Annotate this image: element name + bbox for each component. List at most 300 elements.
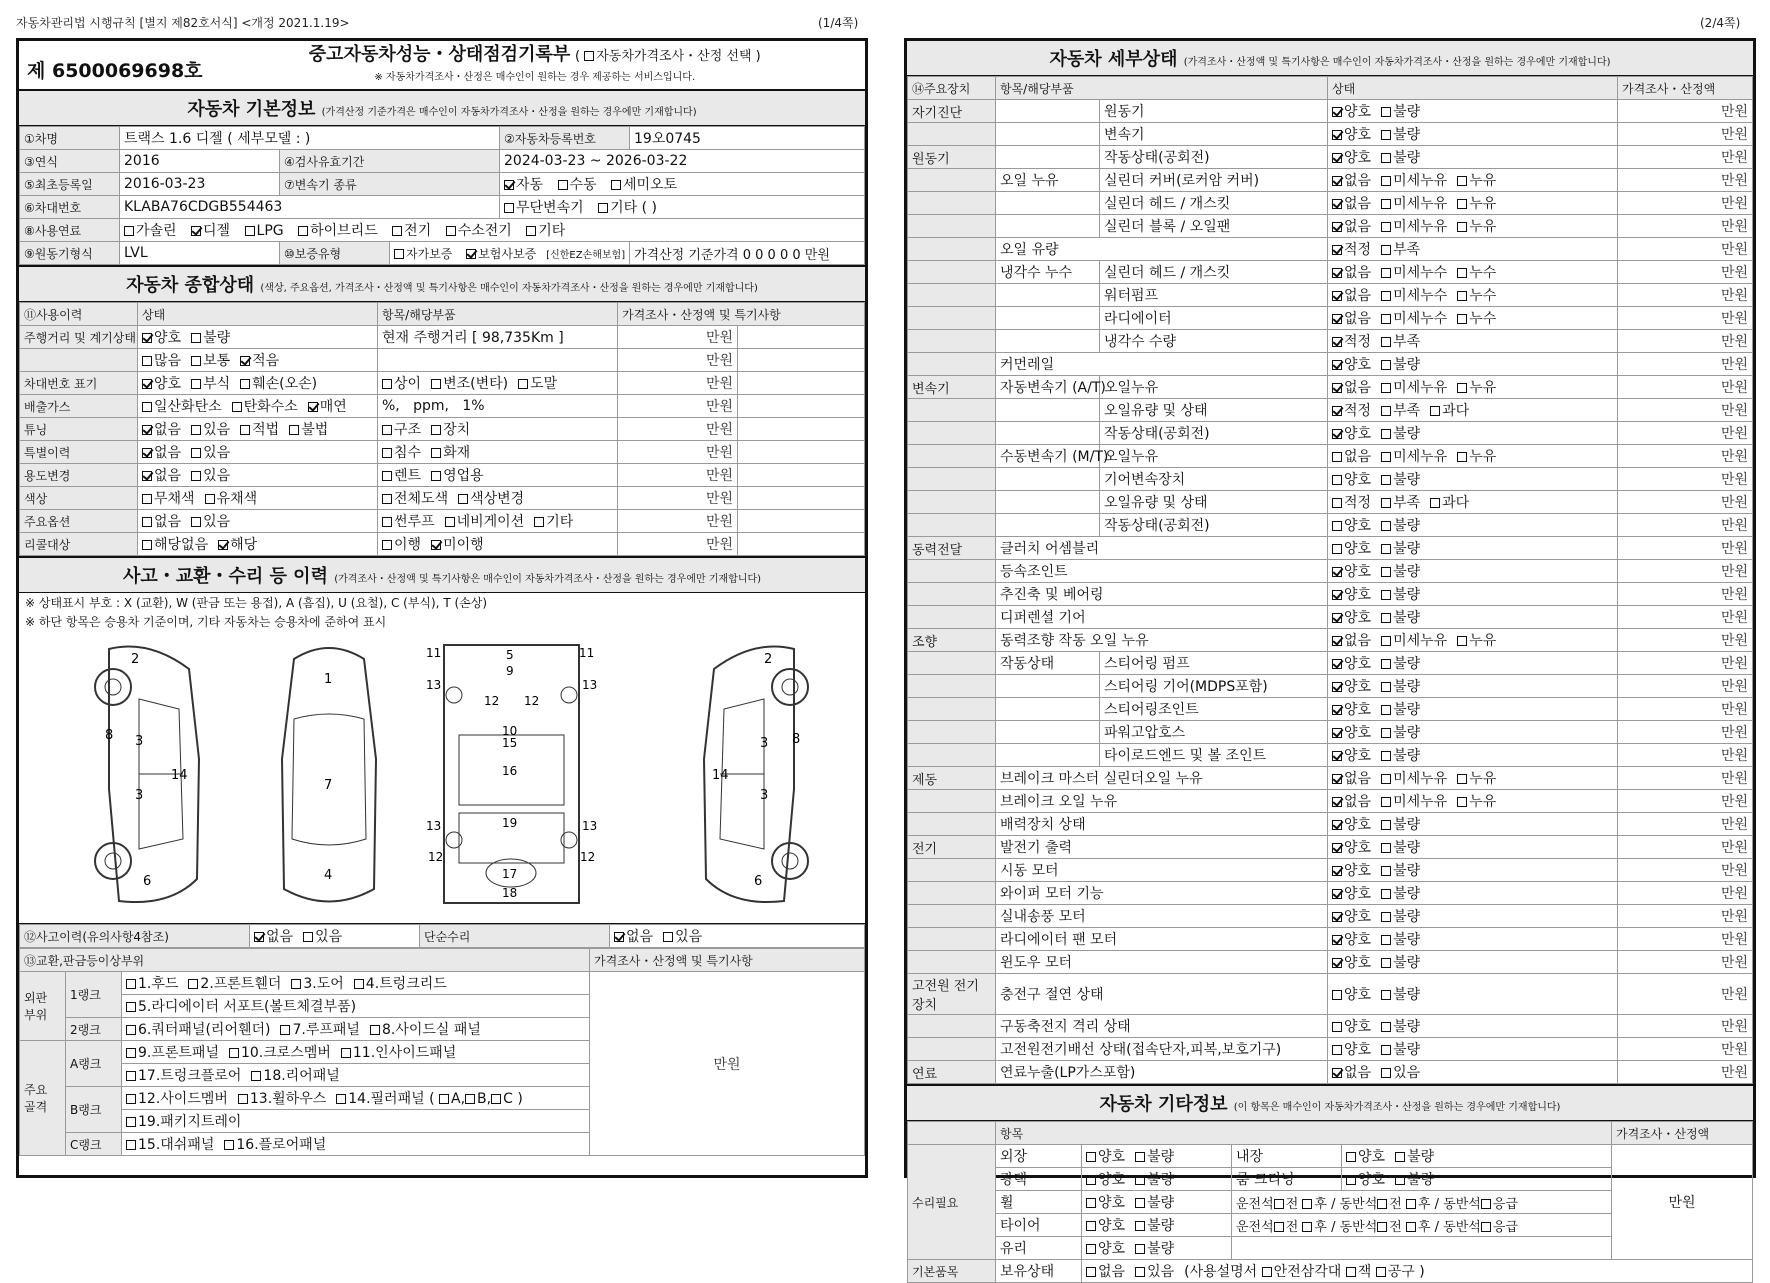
detail-group: 자기진단 [908, 100, 996, 123]
detail-row: 변속기 자동변속기 (A/T) 오일누유 없음 미세누유 누유 만원 [908, 376, 1753, 399]
detail-checkbox[interactable] [1381, 406, 1391, 416]
svg-text:9: 9 [506, 664, 514, 678]
overall-checkbox[interactable] [142, 356, 152, 366]
overall-price: 만원 [618, 418, 738, 441]
detail-checkbox[interactable] [1332, 1068, 1342, 1078]
detail-price: 만원 [1618, 698, 1753, 721]
detail-row: 고전원전기배선 상태(접속단자,피복,보호기구) 양호 불량 만원 [908, 1038, 1753, 1061]
detail-checkbox[interactable] [1332, 843, 1342, 853]
price-option-label: 자동차가격조사・산정 선택 [596, 49, 752, 64]
detail-row: 시동 모터 양호 불량 만원 [908, 859, 1753, 882]
detail-table: ⑭주요장치 항목/해당부품 상태 가격조사・산정액 자기진단 원동기 양호 불량 만원 변속기 양호 불량 만원 원동기 작동상태(공회전) 양호 불량 만원 오일 누유 실린더 커버(로커암 커버) 없음 미세누유 누유 만원 실린더 헤드 / 개스킷 없음 미세누유 누유 만원 실린더 블록 / 오일팬 없음 미세누유 누유 만원 오일 유량 적정 부족 만원 냉각수 누수 실린더 헤드 / 개스킷 없음 미세누수 누수 만원 워터펌프 없음 미세누수 누수 만원 라디에이터 없음 미세누수 누수 만원 냉각수 수량 적정 부족 만원 커먼레일 양호 불량 만원 변속기 자동변속기 (A/T) 오일누유 없음 미세누유 누유 만원 오일유량 및 상태 적정 부족 과다 만원 작동상태(공회전) 양호 불량 만원 수동변속기 (M/T) 오일누유 없음 미세누유 누유 만원 기어변속장치 양호 불량 만원 오일유량 및 상태 적정 부족 과다 만원 작동상태(공회전) 양호 불량 만원 동력전달 클러치 어셈블리 양호 불량 만원 등속조인트 양호 불량 만원 추진축 및 베어링 양호 불량 만원 디퍼렌셜 기어 양호 불량 만원 조향 동력조향 작동 오일 누유 없음 미세누유 누유 만원 작동상태 스티어링 펌프 양호 불량 만원 스티어링 기어(MDPS포함) 양호 불량 만원 스티어링조인트 양호 불량 만원 파워고압호스 양호 불량 만원 타이로드엔드 및 볼 조인트 양호 불량 만원 제동 브레이크 마스터 실린더오일 누유 없음 미세누유 누유 만원 브레이크 오일 누유 없음 미세누유 누유 만원 배력장치 상태 양호 불량 만원 전기 발전기 출력 양호 불량 만원 시동 모터 양호 불량 만원 와이퍼 모터 기능 양호 불량 만원 실내송풍 모터 양호 불량 만원 라디에이터 팬 모터 양호 불량 만원 윈도우 모터 양호 불량 만원 고전원 전기장치 충전구 절연 상태 양호 불량 만원 구동축전지 격리 상태 양호 불량 만원 고전원전기배선 상태(접속단자,피복,보호기구) 양호 불량 만원 연료 연료누출(LP가스포함) 없음 있음 만원 [907, 76, 1753, 1084]
detail-group [908, 1038, 996, 1061]
detail-row: 와이퍼 모터 기능 양호 불량 만원 [908, 882, 1753, 905]
detail-checkbox[interactable] [1381, 176, 1391, 186]
price-option-checkbox[interactable] [584, 51, 594, 61]
detail-checkbox[interactable] [1457, 797, 1467, 807]
detail-group [908, 583, 996, 606]
car-left-side-diagram [79, 639, 219, 911]
detail-group: 연료 [908, 1061, 996, 1084]
detail-checkbox[interactable] [1332, 889, 1342, 899]
detail-checkbox[interactable] [1332, 107, 1342, 117]
detail-row: 제동 브레이크 마스터 실린더오일 누유 없음 미세누유 누유 만원 [908, 767, 1753, 790]
detail-checkbox[interactable] [1457, 268, 1467, 278]
detail-price: 만원 [1618, 675, 1753, 698]
detail-checkbox[interactable] [1332, 498, 1342, 508]
detail-checkbox[interactable] [1457, 222, 1467, 232]
detail-checkbox[interactable] [1332, 990, 1342, 1000]
detail-checkbox[interactable] [1381, 843, 1391, 853]
detail-row: 오일유량 및 상태 적정 부족 과다 만원 [908, 399, 1753, 422]
detail-row: 실린더 블록 / 오일팬 없음 미세누유 누유 만원 [908, 215, 1753, 238]
detail-checkbox[interactable] [1332, 659, 1342, 669]
detail-checkbox[interactable] [1381, 567, 1391, 577]
detail-checkbox[interactable] [1332, 429, 1342, 439]
detail-checkbox[interactable] [1381, 728, 1391, 738]
detail-group [908, 468, 996, 491]
svg-text:4: 4 [324, 868, 333, 883]
overall-checkbox[interactable] [191, 379, 201, 389]
accident-table: ⑫사고이력(유의사항4참조) 없음 있음 단순수리 없음 있음 [19, 924, 865, 948]
svg-text:12: 12 [484, 694, 500, 708]
detail-price: 만원 [1618, 583, 1753, 606]
detail-row: 변속기 양호 불량 만원 [908, 123, 1753, 146]
detail-checkbox[interactable] [1332, 222, 1342, 232]
overall-checkbox[interactable] [431, 540, 441, 550]
detail-checkbox[interactable] [1381, 774, 1391, 784]
detail-checkbox[interactable] [1457, 176, 1467, 186]
detail-checkbox[interactable] [1381, 222, 1391, 232]
detail-checkbox[interactable] [1332, 912, 1342, 922]
overall-checkbox[interactable] [240, 425, 250, 435]
detail-checkbox[interactable] [1381, 659, 1391, 669]
overall-price: 만원 [618, 487, 738, 510]
detail-price: 만원 [1618, 537, 1753, 560]
svg-text:13: 13 [582, 819, 598, 833]
overall-checkbox[interactable] [458, 494, 468, 504]
record-number: 제 6500069698호 [27, 60, 203, 82]
detail-row: 브레이크 오일 누유 없음 미세누유 누유 만원 [908, 790, 1753, 813]
svg-text:12: 12 [428, 850, 444, 864]
detail-checkbox[interactable] [1457, 291, 1467, 301]
detail-group [908, 192, 996, 215]
svg-text:16: 16 [502, 764, 518, 778]
detail-price: 만원 [1618, 169, 1753, 192]
detail-price: 만원 [1618, 836, 1753, 859]
detail-row: 오일유량 및 상태 적정 부족 과다 만원 [908, 491, 1753, 514]
svg-text:3: 3 [760, 736, 769, 751]
detail-checkbox[interactable] [1332, 130, 1342, 140]
detail-row: 기어변속장치 양호 불량 만원 [908, 468, 1753, 491]
detail-price: 만원 [1618, 744, 1753, 767]
overall-checkbox[interactable] [382, 379, 392, 389]
detail-checkbox[interactable] [1332, 337, 1342, 347]
detail-row: 고전원 전기장치 충전구 절연 상태 양호 불량 만원 [908, 974, 1753, 1015]
detail-checkbox[interactable] [1381, 1045, 1391, 1055]
detail-price: 만원 [1618, 307, 1753, 330]
overall-checkbox[interactable] [218, 540, 228, 550]
detail-checkbox[interactable] [1381, 590, 1391, 600]
detail-price: 만원 [1618, 882, 1753, 905]
detail-checkbox[interactable] [1332, 245, 1342, 255]
detail-row: 연료 연료누출(LP가스포함) 없음 있음 만원 [908, 1061, 1753, 1084]
detail-group [908, 514, 996, 537]
detail-row: 수동변속기 (M/T) 오일누유 없음 미세누유 누유 만원 [908, 445, 1753, 468]
detail-row: 냉각수 누수 실린더 헤드 / 개스킷 없음 미세누수 누수 만원 [908, 261, 1753, 284]
overall-checkbox[interactable] [142, 517, 152, 527]
overall-checkbox[interactable] [382, 448, 392, 458]
detail-price: 만원 [1618, 215, 1753, 238]
detail-checkbox[interactable] [1381, 1068, 1391, 1078]
overall-checkbox[interactable] [382, 425, 392, 435]
overall-row: 주요옵션 없음 있음 썬루프 네비게이션 기타 만원 [20, 510, 865, 533]
detail-checkbox[interactable] [1332, 406, 1342, 416]
detail-checkbox[interactable] [1332, 590, 1342, 600]
detail-checkbox[interactable] [1332, 268, 1342, 278]
other-info-heading: 자동차 기타정보 (이 항목은 매수인이 자동차가격조사・산정을 원하는 경우에만 기재합니다) [907, 1084, 1753, 1121]
overall-checkbox[interactable] [240, 356, 250, 366]
detail-checkbox[interactable] [1457, 636, 1467, 646]
detail-checkbox[interactable] [1332, 176, 1342, 186]
detail-checkbox[interactable] [1332, 613, 1342, 623]
overall-checkbox[interactable] [191, 333, 201, 343]
other-info-table: 항목 가격조사・산정액 수리필요 외장 양호 불량 내장 양호 불량 만원 광택 양호 불량 룸 크리닝 양호 불량 휠 양호 불량 운전석 전 후 / 동반석 전 후 / 동반석 응급 타이어 양호 불량 운전석 전 후 / 동반석 전 후 / 동반석 응급 유리 양호 불량 기본품목 보유상태 없음 있음 (사용설명서 안전삼각대 잭 공구 ) [907, 1121, 1753, 1283]
overall-checkbox[interactable] [382, 540, 392, 550]
detail-heading: 자동차 세부상태 (가격조사・산정액 및 특기사항은 매수인이 자동차가격조사・산정을 원하는 경우에만 기재합니다) [907, 41, 1753, 76]
detail-checkbox[interactable] [1457, 383, 1467, 393]
overall-checkbox[interactable] [382, 494, 392, 504]
overall-checkbox[interactable] [240, 379, 250, 389]
record-subtitle: ※ 자동차가격조사・산정은 매수인이 원하는 경우 제공하는 서비스입니다. [374, 72, 696, 83]
detail-row: 원동기 작동상태(공회전) 양호 불량 만원 [908, 146, 1753, 169]
detail-checkbox[interactable] [1332, 682, 1342, 692]
detail-price: 만원 [1618, 468, 1753, 491]
detail-group [908, 307, 996, 330]
detail-checkbox[interactable] [1332, 383, 1342, 393]
svg-text:14: 14 [712, 768, 729, 783]
overall-checkbox[interactable] [431, 425, 441, 435]
detail-price: 만원 [1618, 813, 1753, 836]
fuel-options: 가솔린 디젤 LPG 하이브리드 전기 수소전기 기타 [120, 219, 865, 242]
detail-checkbox[interactable] [1332, 636, 1342, 646]
overall-item-label: 색상 [20, 487, 138, 510]
overall-checkbox[interactable] [142, 379, 152, 389]
detail-group [908, 790, 996, 813]
detail-row: 조향 동력조향 작동 오일 누유 없음 미세누유 누유 만원 [908, 629, 1753, 652]
detail-checkbox[interactable] [1381, 383, 1391, 393]
overall-checkbox[interactable] [142, 494, 152, 504]
detail-price: 만원 [1618, 330, 1753, 353]
detail-price: 만원 [1618, 123, 1753, 146]
detail-group [908, 744, 996, 767]
overall-row: 색상 무채색 유채색 전체도색 색상변경 만원 [20, 487, 865, 510]
overall-item-label: 주행거리 및 계기상태 [20, 326, 138, 349]
detail-checkbox[interactable] [1381, 107, 1391, 117]
detail-checkbox[interactable] [1332, 820, 1342, 830]
detail-group [908, 928, 996, 951]
svg-text:6: 6 [754, 874, 763, 889]
overall-price: 만원 [618, 326, 738, 349]
overall-item-label: 차대번호 표기 [20, 372, 138, 395]
car-top-diagram [264, 639, 394, 911]
year-value: 2016 [120, 150, 280, 173]
page-2 [904, 38, 1756, 1280]
detail-checkbox[interactable] [1332, 544, 1342, 554]
svg-text:3: 3 [135, 734, 144, 749]
detail-group [908, 721, 996, 744]
detail-row: 타이로드엔드 및 볼 조인트 양호 불량 만원 [908, 744, 1753, 767]
detail-group [908, 399, 996, 422]
detail-price: 만원 [1618, 859, 1753, 882]
detail-checkbox[interactable] [1381, 705, 1391, 715]
page-1 [16, 38, 868, 1178]
detail-row: 실린더 헤드 / 개스킷 없음 미세누유 누유 만원 [908, 192, 1753, 215]
baseprice-value: 0 0 0 0 0 만원 [742, 247, 830, 263]
detail-row: 윈도우 모터 양호 불량 만원 [908, 951, 1753, 974]
detail-price: 만원 [1618, 951, 1753, 974]
detail-group [908, 652, 996, 675]
svg-text:2: 2 [131, 652, 140, 667]
detail-checkbox[interactable] [1332, 751, 1342, 761]
detail-checkbox[interactable] [1332, 153, 1342, 163]
detail-group [908, 215, 996, 238]
overall-checkbox[interactable] [534, 517, 544, 527]
car-diagram [19, 631, 865, 924]
detail-checkbox[interactable] [1381, 613, 1391, 623]
detail-price: 만원 [1618, 1038, 1753, 1061]
overall-checkbox[interactable] [382, 471, 392, 481]
detail-checkbox[interactable] [1381, 337, 1391, 347]
overall-checkbox[interactable] [191, 356, 201, 366]
detail-checkbox[interactable] [1381, 291, 1391, 301]
detail-checkbox[interactable] [1332, 705, 1342, 715]
svg-text:14: 14 [171, 768, 188, 783]
detail-group [908, 698, 996, 721]
detail-checkbox[interactable] [1430, 498, 1440, 508]
detail-price: 만원 [1618, 399, 1753, 422]
detail-price: 만원 [1618, 629, 1753, 652]
detail-checkbox[interactable] [1381, 1022, 1391, 1032]
detail-checkbox[interactable] [1332, 728, 1342, 738]
detail-group: 고전원 전기장치 [908, 974, 996, 1015]
overall-checkbox[interactable] [191, 471, 201, 481]
detail-group [908, 238, 996, 261]
svg-text:19: 19 [502, 816, 518, 830]
accident-heading: 사고・교환・수리 등 이력 (가격조사・산정액 및 특기사항은 매수인이 자동차가격조사・산정을 원하는 경우에만 기재합니다) [19, 556, 865, 593]
detail-checkbox[interactable] [1332, 452, 1342, 462]
basic-info-heading: 자동차 기본정보 (가격산정 기준가격은 매수인이 자동차가격조사・산정을 원하는 경우에만 기재합니다) [19, 89, 865, 126]
detail-checkbox[interactable] [1381, 820, 1391, 830]
overall-table: ⑪사용이력 상태 항목/해당부품 가격조사・산정액 및 특기사항 주행거리 및 계기상태 양호 불량 현재 주행거리 [ 98,735Km ] 만원 많음 보통 적음 만원 차대번호 표기 양호 부식 훼손(오손) 상이 변조(변타) 도말 만원 배출가스 일산화탄소 탄화수소 매연 %, ppm, 1% 만원 튜닝 없음 있음 적법 불법 구조 장치 만원 특별이력 없음 있음 침수 화재 만원 용도변경 없음 있음 렌트 영업용 만원 색상 무채색 유채색 전체도색 색상변경 만원 주요옵션 없음 있음 썬루프 네비게이션 기타 만원 리콜대상 해당없음 해당 이행 미이행 만원 [19, 302, 865, 556]
detail-row: 등속조인트 양호 불량 만원 [908, 560, 1753, 583]
detail-price: 만원 [1618, 192, 1753, 215]
regno-value: 19오0745 [630, 127, 865, 150]
detail-price: 만원 [1618, 353, 1753, 376]
detail-row: 워터펌프 없음 미세누수 누수 만원 [908, 284, 1753, 307]
overall-item-label: 튜닝 [20, 418, 138, 441]
detail-checkbox[interactable] [1381, 912, 1391, 922]
svg-text:5: 5 [506, 648, 514, 662]
detail-checkbox[interactable] [1332, 567, 1342, 577]
detail-checkbox[interactable] [1332, 1045, 1342, 1055]
overall-price: 만원 [618, 395, 738, 418]
overall-checkbox[interactable] [445, 517, 455, 527]
overall-checkbox[interactable] [205, 494, 215, 504]
detail-group [908, 330, 996, 353]
insp-value: 2024-03-23 ~ 2026-03-22 [500, 150, 865, 173]
detail-price: 만원 [1618, 767, 1753, 790]
overall-checkbox[interactable] [518, 379, 528, 389]
detail-checkbox[interactable] [1332, 1022, 1342, 1032]
detail-group [908, 951, 996, 974]
svg-text:10: 10 [502, 724, 518, 738]
detail-row: 추진축 및 베어링 양호 불량 만원 [908, 583, 1753, 606]
detail-price: 만원 [1618, 790, 1753, 813]
detail-checkbox[interactable] [1381, 751, 1391, 761]
detail-checkbox[interactable] [1332, 866, 1342, 876]
detail-checkbox[interactable] [1381, 889, 1391, 899]
parts-table: ⑬교환,판금등이상부위 가격조사・산정액 및 특기사항 외판 부위 1랭크 1.후드 2.프론트휀더 3.도어 4.트렁크리드 만원 5.라디에이터 서포트(볼트체결부품) 2랭크 6.쿼터패널(리어휀더) 7.루프패널 8.사이드실 패널 주요 골격 A랭크 9.프론트패널 10.크로스멤버 11.인사이드패널 17.트렁크플로어 18.리어패널 B랭크 12.사이드멤버 13.휠하우스 14.필러패널 ( A, B, C ) 19.패키지트레이 C랭크 15.대쉬패널 16.플로어패널 [19, 948, 865, 1156]
car-right-side-diagram [684, 639, 824, 911]
detail-checkbox[interactable] [1457, 199, 1467, 209]
detail-checkbox[interactable] [1457, 452, 1467, 462]
detail-checkbox[interactable] [1381, 130, 1391, 140]
detail-checkbox[interactable] [1381, 475, 1391, 485]
detail-checkbox[interactable] [1430, 406, 1440, 416]
detail-checkbox[interactable] [1381, 866, 1391, 876]
detail-row: 자기진단 원동기 양호 불량 만원 [908, 100, 1753, 123]
overall-checkbox[interactable] [431, 379, 441, 389]
detail-checkbox[interactable] [1381, 452, 1391, 462]
detail-checkbox[interactable] [1381, 636, 1391, 646]
svg-text:3: 3 [760, 788, 769, 803]
detail-checkbox[interactable] [1381, 521, 1391, 531]
overall-item-label [20, 349, 138, 372]
detail-checkbox[interactable] [1332, 935, 1342, 945]
detail-checkbox[interactable] [1381, 797, 1391, 807]
detail-checkbox[interactable] [1381, 498, 1391, 508]
detail-price: 만원 [1618, 284, 1753, 307]
overall-checkbox[interactable] [382, 517, 392, 527]
overall-checkbox[interactable] [191, 425, 201, 435]
detail-price: 만원 [1618, 606, 1753, 629]
detail-checkbox[interactable] [1381, 935, 1391, 945]
legend-text: ※ 상태표시 부호 : X (교환), W (판금 또는 용접), A (흠집), U (요철), C (부식), T (손상) [25, 596, 488, 610]
overall-checkbox[interactable] [142, 540, 152, 550]
svg-text:8: 8 [105, 728, 114, 743]
detail-checkbox[interactable] [1381, 544, 1391, 554]
overall-checkbox[interactable] [142, 471, 152, 481]
overall-row: 차대번호 표기 양호 부식 훼손(오손) 상이 변조(변타) 도말 만원 [20, 372, 865, 395]
detail-checkbox[interactable] [1332, 291, 1342, 301]
overall-price: 만원 [618, 464, 738, 487]
overall-item-label: 배출가스 [20, 395, 138, 418]
detail-checkbox[interactable] [1332, 475, 1342, 485]
detail-row: 냉각수 수량 적정 부족 만원 [908, 330, 1753, 353]
detail-group [908, 445, 996, 468]
car-frame-diagram [424, 635, 599, 915]
overall-checkbox[interactable] [142, 448, 152, 458]
page-number-2: (2/4쪽) [1700, 16, 1741, 30]
detail-row: 배력장치 상태 양호 불량 만원 [908, 813, 1753, 836]
overall-checkbox[interactable] [142, 333, 152, 343]
detail-row: 오일 누유 실린더 커버(로커암 커버) 없음 미세누유 누유 만원 [908, 169, 1753, 192]
detail-price: 만원 [1618, 238, 1753, 261]
overall-item-label: 용도변경 [20, 464, 138, 487]
detail-row: 스티어링조인트 양호 불량 만원 [908, 698, 1753, 721]
page-number-1: (1/4쪽) [818, 16, 859, 30]
detail-checkbox[interactable] [1332, 360, 1342, 370]
detail-checkbox[interactable] [1332, 199, 1342, 209]
detail-row: 스티어링 기어(MDPS포함) 양호 불량 만원 [908, 675, 1753, 698]
detail-checkbox[interactable] [1332, 314, 1342, 324]
overall-row: 배출가스 일산화탄소 탄화수소 매연 %, ppm, 1% 만원 [20, 395, 865, 418]
detail-checkbox[interactable] [1381, 199, 1391, 209]
detail-group [908, 606, 996, 629]
detail-checkbox[interactable] [1381, 245, 1391, 255]
detail-group [908, 905, 996, 928]
detail-group: 조향 [908, 629, 996, 652]
overall-item-label: 리콜대상 [20, 533, 138, 556]
trans-options: 자동 수동 세미오토 [500, 173, 865, 196]
overall-checkbox[interactable] [431, 471, 441, 481]
detail-checkbox[interactable] [1332, 774, 1342, 784]
detail-group: 전기 [908, 836, 996, 859]
record-title: 중고자동차성능・상태점검기록부 [308, 44, 571, 65]
overall-checkbox[interactable] [142, 402, 152, 412]
svg-text:6: 6 [143, 874, 152, 889]
detail-checkbox[interactable] [1381, 990, 1391, 1000]
detail-checkbox[interactable] [1332, 958, 1342, 968]
detail-checkbox[interactable] [1381, 153, 1391, 163]
detail-checkbox[interactable] [1381, 958, 1391, 968]
engine-value: LVL [120, 242, 280, 265]
overall-checkbox[interactable] [142, 425, 152, 435]
detail-group [908, 882, 996, 905]
detail-checkbox[interactable] [1381, 429, 1391, 439]
detail-checkbox[interactable] [1332, 797, 1342, 807]
detail-checkbox[interactable] [1381, 360, 1391, 370]
firstreg-value: 2016-03-23 [120, 173, 280, 196]
overall-price: 만원 [618, 510, 738, 533]
overall-checkbox[interactable] [232, 402, 242, 412]
detail-checkbox[interactable] [1381, 268, 1391, 278]
detail-group [908, 422, 996, 445]
detail-checkbox[interactable] [1332, 521, 1342, 531]
detail-group [908, 675, 996, 698]
overall-checkbox[interactable] [431, 448, 441, 458]
svg-text:18: 18 [502, 886, 518, 900]
overall-row: 용도변경 없음 있음 렌트 영업용 만원 [20, 464, 865, 487]
detail-price: 만원 [1618, 974, 1753, 1015]
detail-group [908, 261, 996, 284]
overall-checkbox[interactable] [308, 402, 318, 412]
svg-text:12: 12 [580, 850, 596, 864]
detail-group [908, 123, 996, 146]
detail-row: 라디에이터 없음 미세누수 누수 만원 [908, 307, 1753, 330]
svg-text:13: 13 [426, 678, 442, 692]
detail-checkbox[interactable] [1381, 314, 1391, 324]
detail-checkbox[interactable] [1381, 682, 1391, 692]
overall-price: 만원 [618, 533, 738, 556]
detail-checkbox[interactable] [1457, 314, 1467, 324]
overall-checkbox[interactable] [191, 448, 201, 458]
detail-checkbox[interactable] [1457, 774, 1467, 784]
overall-checkbox[interactable] [289, 425, 299, 435]
overall-item-label: 특별이력 [20, 441, 138, 464]
overall-checkbox[interactable] [191, 517, 201, 527]
detail-group [908, 560, 996, 583]
